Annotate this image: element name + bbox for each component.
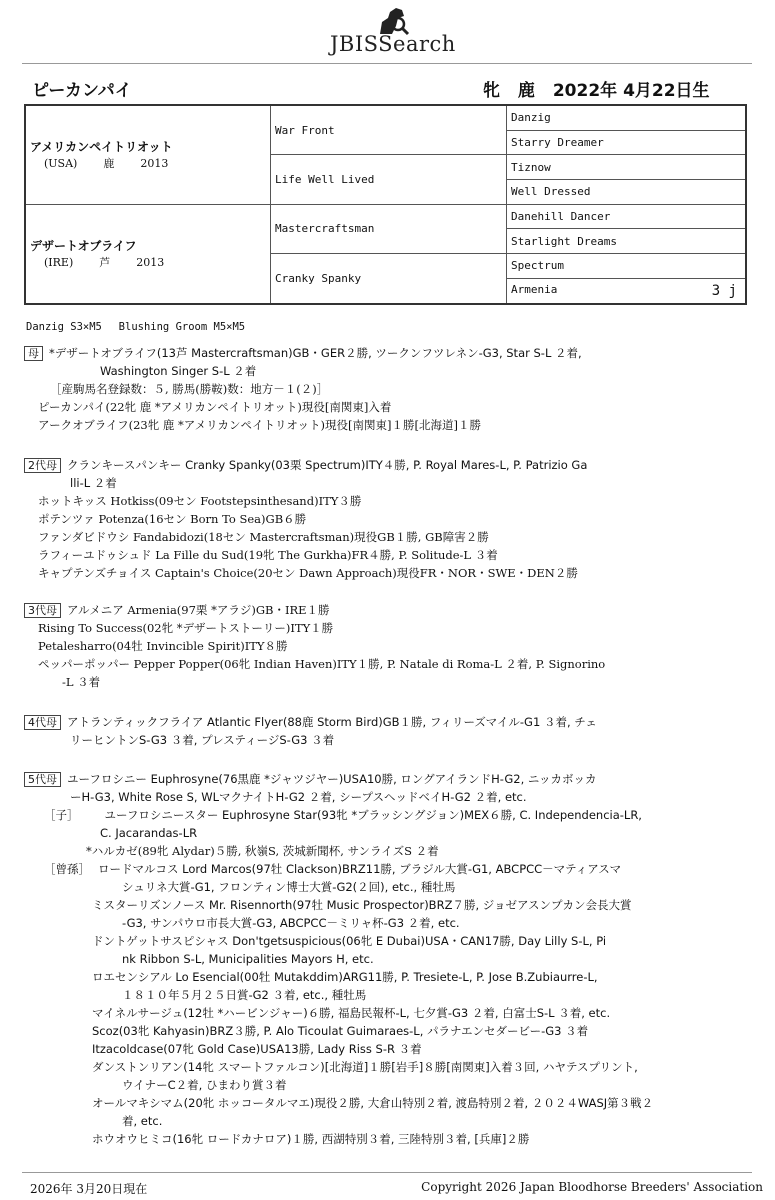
- dam1-section: 母 *デザートオブライフ(13芦 Mastercraftsman)GB・GER２勝, ツークンフツレネン-G3, Star S-L ２着, Washington Singer S-L ２着 ［産駒馬名登録数：５, 勝馬(勝鞍)数：地方－１(２)］ ピーカンパイ(22牝 鹿 *アメリカンペイトリオット)現役[南関東]入着 アークオブライフ(23牝 鹿 *アメリカンペイトリオット)現役[南関東]１勝[北海道]１勝: [24, 344, 752, 434]
- pedigree-table: [24, 104, 747, 305]
- pedigree-gen3-cell[interactable]: Well Dressed: [507, 180, 747, 205]
- pedigree-gen3-cell[interactable]: Starlight Dreams: [507, 229, 747, 254]
- pedigree-gen3-cell[interactable]: Starry Dreamer: [507, 130, 747, 155]
- horse-color: 鹿: [517, 81, 535, 101]
- pedigree-gen2-cell[interactable]: Mastercraftsman: [271, 204, 507, 253]
- jbis-logo[interactable]: [328, 6, 458, 56]
- footer-divider: [22, 1172, 752, 1173]
- pedigree-gen2-cell[interactable]: Cranky Spanky: [271, 254, 507, 304]
- footer-date: 2026年 3月20日現在: [30, 1182, 148, 1196]
- section-tag: 3代母: [24, 603, 61, 618]
- dam-name[interactable]: デザートオブライフ: [30, 239, 137, 254]
- dam5-section: 5代母 ユーフロシニー Euphrosyne(76黒鹿 *ジャツジヤー)USA10勝, ロングアイランドH-G2, ニッカボッカ ーH-G3, White Rose S, WLマクナイトH-G2 ２着, シープスヘッドベイH-G2 ２着, etc. ［子］ ユーフロシニースター Euphrosyne Star(93牝 *ブラッシングジョン)MEX６勝, C. Independencia-LR, C. Jacarandas-LR *ハルカゼ(89牝 Alydar)５勝, 秋嶺S, 茨城新聞杯, サンライズS ２着 ［曾孫］ ロードマルコス Lord Marcos(97牡 Clackson)BRZ11勝, ブラジル大賞-G1, ABCPCC－マティアスマ シュリネ大賞-G1, フロンティン博士大賞-G2(２回), etc., 種牡馬 ミスターリズンノース Mr. Risennorth(97牡 Music Prospector)BRZ７勝, ジョゼアスンプカン会長大賞 -G3, サンパウロ市長大賞-G3, ABCPCC－ミリャ杯-G3 ２着, etc. ドントゲットサスピシャス Don'tgetsuspicious(06牝 E Dubai)USA・CAN17勝, Day Lilly S-L, Pi nk Ribbon S-L, Municipalities Mayors H, etc. ロエセンシアル Lo Esencial(00牡 Mutakddim)ARG11勝, P. Tresiete-L, P. Jose B.Zubiaurre-L, １８１０年５月２５日賞-G2 ３着, etc., 種牡馬 マイネルサージュ(12牡 *ハービンジャー)６勝, 福島民報杯-L, 七夕賞-G3 ２着, 白富士S-L ３着, etc. Scoz(03牝 Kahyasin)BRZ３勝, P. Alo Ticoulat Guimaraes-L, パラナエンセダービー-G3 ３着 Itzacoldcase(07牝 Gold Case)USA13勝, Lady Riss S-R ３着 ダンストンリアン(14牝 スマートファルコン)[北海道]１勝[岩手]８勝[南関東]入着３回, ハヤテスプリント, ウイナーC２着, ひまわり賞３着 オールマキシマム(20牝 ホッコータルマエ)現役２勝, 大倉山特別２着, 渡島特別２着, ２０２４WASJ第３戦２ 着, etc. ホウオウヒミコ(16牝 ロードカナロア)１勝, 西湖特別３着, 三陸特別３着, [兵庫]２勝: [24, 770, 752, 1148]
- logo-search: Search: [378, 32, 456, 56]
- section-tag: 2代母: [24, 458, 61, 473]
- pedigree-gen2-cell[interactable]: Life Well Lived: [271, 155, 507, 204]
- horse-sex: 牝: [483, 81, 500, 101]
- section-tag: 5代母: [24, 772, 61, 787]
- sire-cell: アメリカンペイトリオット (USA) 鹿 2013: [25, 105, 271, 204]
- dam4-section: 4代母 アトランティックフライア Atlantic Flyer(88鹿 Storm Bird)GB１勝, フィリーズマイル-G1 ３着, チェ リーヒントンS-G3 ３着, プレスティージS-G3 ３着: [24, 713, 752, 749]
- pedigree-gen3-cell[interactable]: Spectrum: [507, 254, 747, 279]
- pedigree-gen2-cell[interactable]: War Front: [271, 105, 507, 155]
- section-tag: 4代母: [24, 715, 61, 730]
- pedigree-gen3-cell: Armenia 3 j: [507, 278, 747, 303]
- dam-cell: デザートオブライフ (IRE) 芦 2013: [25, 204, 271, 303]
- horse-birth: 2022年 4月22日生: [552, 81, 710, 101]
- horse-meta: [483, 76, 722, 101]
- pedigree-gen3-cell[interactable]: Tiznow: [507, 155, 747, 180]
- inbreeding-line: Danzig S3×M5 Blushing Groom M5×M5: [26, 321, 246, 333]
- site-header: [0, 0, 775, 62]
- dam2-section: 2代母 クランキースパンキー Cranky Spanky(03栗 Spectrum)ITY４勝, P. Royal Mares-L, P. Patrizio Ga lli-L ２着 ホットキッス Hotkiss(09セン Footstepsinthesand)ITY３勝 ポテンツァ Potenza(16セン Born To Sea)GB６勝 ファンダビドウシ Fandabidozi(18セン Mastercraftsman)現役GB１勝, GB障害２勝 ラフィーユドゥシュド La Fille du Sud(19牝 The Gurkha)FR４勝, P. Solitude-L ３着 キャプテンズチョイス Captain's Choice(20セン Dawn Approach)現役FR・NOR・SWE・DEN２勝: [24, 456, 752, 582]
- logo-text: JBIS: [330, 32, 379, 56]
- dam3-section: 3代母 アルメニア Armenia(97栗 *アラジ)GB・IRE１勝 Rising To Success(02牝 *デザートストーリー)ITY１勝 Petalesharro(04牡 Invincible Spirit)ITY８勝 ペッパーポッパー Pepper Popper(06牝 Indian Haven)ITY１勝, P. Natale di Roma-L ２着, P. Signorino -L ３着: [24, 601, 752, 691]
- section-tag: 母: [24, 346, 43, 361]
- family-number: 3 j: [711, 282, 737, 299]
- sire-name[interactable]: アメリカンペイトリオット: [30, 140, 173, 155]
- footer-copyright: Copyright 2026 Japan Bloodhorse Breeders' Association: [421, 1180, 763, 1194]
- header-divider: [22, 63, 752, 64]
- horse-name: ピーカンパイ: [32, 81, 132, 101]
- pedigree-gen3-cell[interactable]: Danzig: [507, 105, 747, 130]
- pedigree-gen3-cell[interactable]: Danehill Dancer: [507, 204, 747, 229]
